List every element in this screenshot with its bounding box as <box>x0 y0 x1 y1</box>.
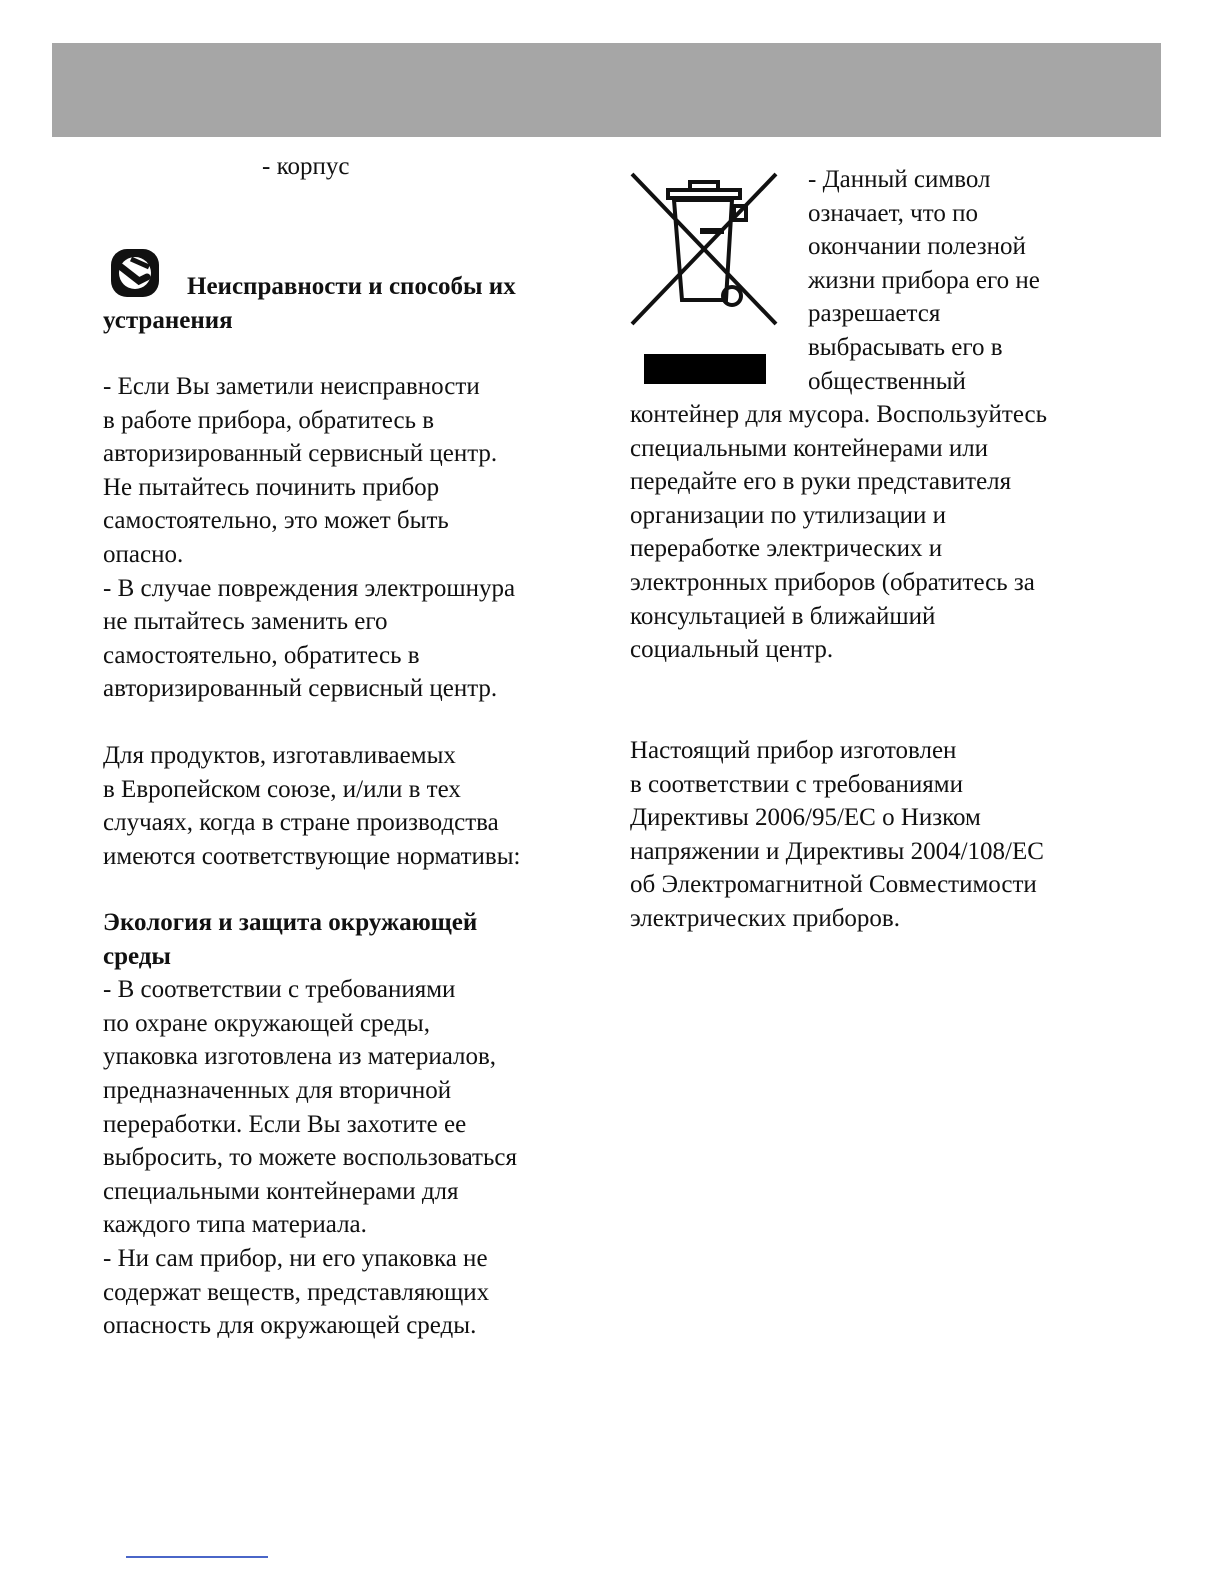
korpus-label: - корпус <box>262 153 350 180</box>
weee-text-top: - Данный символ означает, что по окончании полезной жизни прибора его не разрешается выбрасывать его в общественный <box>808 166 1040 395</box>
directive-text: Настоящий прибор изготовлен в соответствии с требованиями Директивы 2006/95/ЕС о Низком напряжении и Директивы 2004/108/ЕС об Электромагнитной Совместимости электрических приборов. <box>630 737 1044 932</box>
ecology-section <box>103 906 593 1343</box>
weee-text-rest: контейнер для мусора. Воспользуйтесь специальными контейнерами или передайте его в руки представителя организации по утилизации и переработке электрических и электронных приборов (обратитесь за консультацией в ближайший социальный центр. <box>630 401 1048 664</box>
eu-note: Для продуктов, изготавливаемых в Европейском союзе, и/или в тех случаях, когда в стране производства имеются соответствующие нормативы: <box>103 742 521 870</box>
header-bar <box>52 43 1161 137</box>
crossed-out-wheelie-bin-icon <box>628 168 780 388</box>
ecology-body: - В соответствии с требованиями по охране окружающей среды, упаковка изготовлена из материалов, предназначенных для вторичной переработки. Если Вы захотите ее выбросить, то можете воспользоваться специальными контейнерами для каждого типа материала. - Ни сам прибор, ни его упаковка не содержат веществ, представляющих опасность для окружающей среды. <box>103 976 517 1340</box>
faults-body: - Если Вы заметили неисправности в работе прибора, обратитесь в авторизированный сервисный центр. Не пытайтесь починить прибор самостоятельно, это может быть опасно. - В случае повреждения электрошнура не пытайтесь заменить его самостоятельно, обратитесь в авторизированный сервисный центр. <box>103 373 516 703</box>
faults-title: Неисправности и способы их устранения <box>103 273 516 334</box>
ecology-title: Экология и защита окружающей среды <box>103 909 478 970</box>
footer-line <box>126 1556 268 1558</box>
